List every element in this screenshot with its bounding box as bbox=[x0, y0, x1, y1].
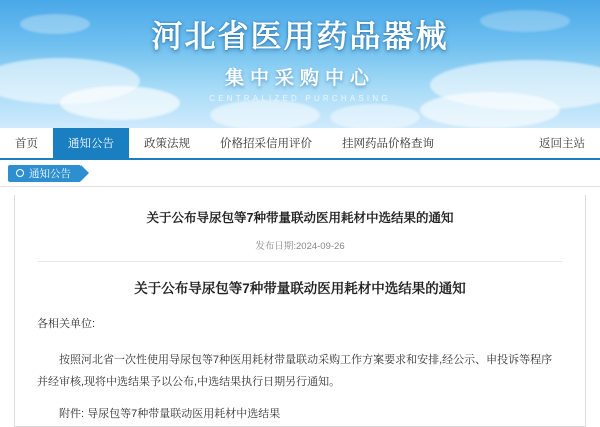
site-title-english: CENTRALIZED PURCHASING bbox=[209, 93, 391, 103]
breadcrumb-label: 通知公告 bbox=[29, 167, 71, 180]
breadcrumb[interactable] bbox=[8, 165, 81, 182]
article-salutation: 各相关单位: bbox=[37, 318, 96, 331]
nav-item-drug-price-query[interactable]: 挂网药品价格查询 bbox=[342, 138, 434, 150]
article-body-title: 关于公布导尿包等7种带量联动医用耗材中选结果的通知 bbox=[134, 280, 466, 296]
cloud-decoration bbox=[330, 104, 420, 128]
nav-item-return-main-site[interactable]: 返回主站 bbox=[539, 138, 585, 150]
site-subtitle: 集中采购中心 bbox=[224, 67, 375, 89]
cloud-decoration bbox=[210, 100, 320, 128]
main-navigation bbox=[0, 128, 600, 160]
nav-item-policy[interactable]: 政策法规 bbox=[144, 138, 190, 150]
article-card bbox=[14, 195, 586, 427]
nav-spacer bbox=[449, 128, 524, 158]
article-publish-date: 发布日期:2024-09-26 bbox=[37, 238, 563, 262]
nav-item-credit-evaluation[interactable]: 价格招采信用评价 bbox=[220, 138, 312, 150]
bullet-icon bbox=[16, 169, 24, 177]
article-attachment[interactable]: 附件: 导尿包等7种带量联动医用耗材中选结果 bbox=[59, 408, 281, 421]
article-paragraph-1: 按照河北省一次性使用导尿包等7种医用耗材带量联动采购工作方案要求和安排,经公示、申投诉等程序并经审核,现将中选结果予以公布,中选结果执行日期另行通知。 bbox=[37, 354, 553, 389]
nav-item-notice[interactable]: 通知公告 bbox=[53, 128, 129, 158]
article-header-title: 关于公布导尿包等7种带量联动医用耗材中选结果的通知 bbox=[146, 211, 454, 225]
site-banner bbox=[0, 0, 600, 128]
breadcrumb-bar bbox=[0, 160, 600, 187]
site-title: 河北省医用药品器械 bbox=[151, 19, 449, 55]
nav-item-home[interactable]: 首页 bbox=[15, 138, 38, 150]
